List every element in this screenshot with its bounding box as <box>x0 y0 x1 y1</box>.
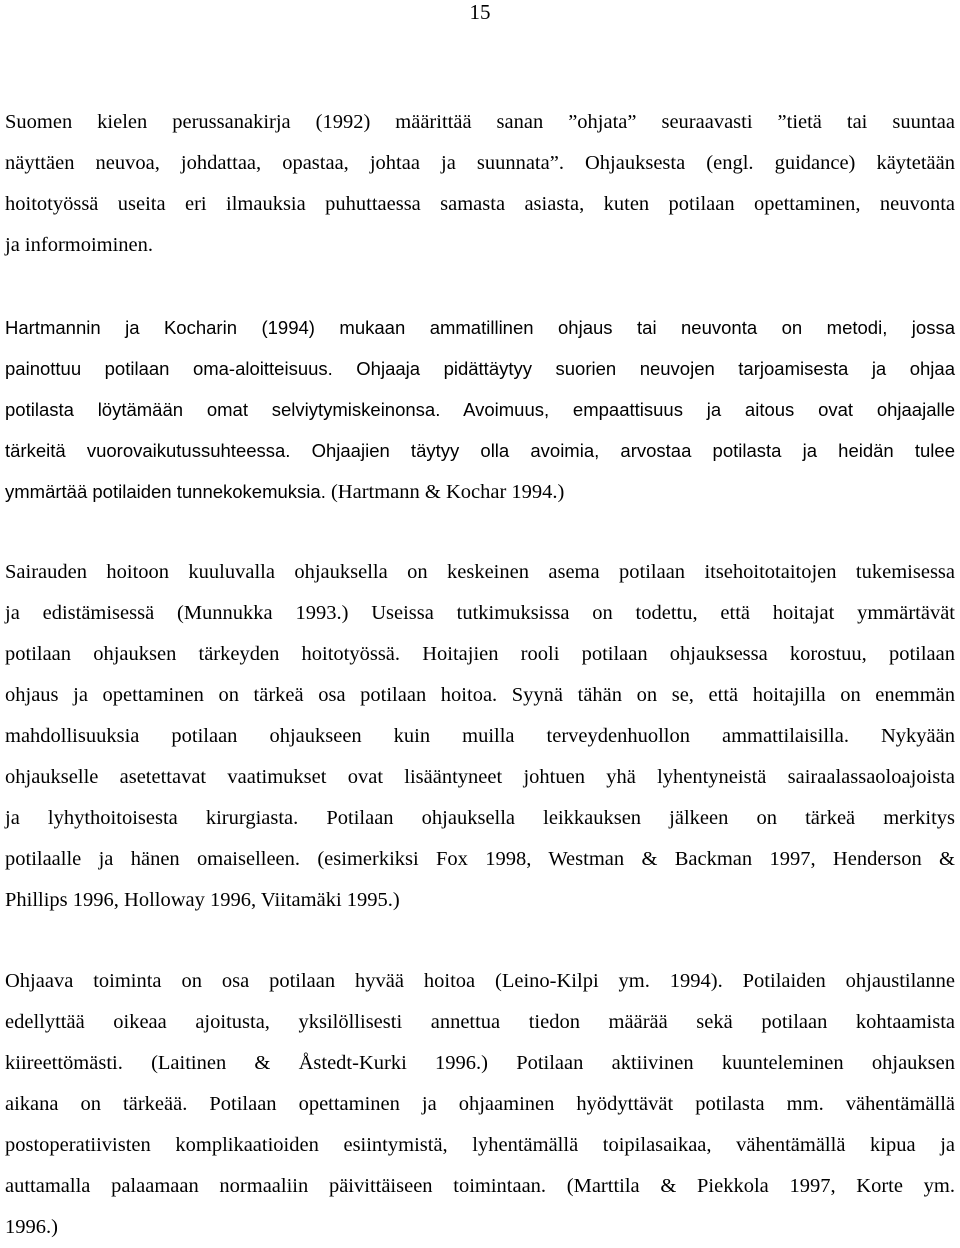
text-line <box>5 348 955 389</box>
text-line <box>5 102 955 143</box>
text-line <box>5 634 955 675</box>
text-line <box>5 798 955 839</box>
text-segment: Ohjaaja pidättäytyy suorien neuvojen tarjoamisesta ja ohjaa <box>356 358 955 379</box>
text-segment: potilasta löytämään omat selviytymiskeinonsa. Avoimuus, empaattisuus ja aitous ovat ohjaajalle <box>5 399 955 420</box>
text-segment: auttamalla palaamaan normaaliin päivittäiseen toimintaan. (Marttila & Piekkola 1997, Korte ym. <box>5 1175 955 1197</box>
text-line <box>5 757 955 798</box>
text-line <box>5 471 955 512</box>
text-line <box>5 1166 955 1207</box>
text-segment: Sairauden hoitoon kuuluvalla ohjauksella on keskeinen asema potilaan itsehoitotaitojen tukemisessa <box>5 561 955 583</box>
text-line <box>5 1125 955 1166</box>
text-line <box>5 143 955 184</box>
text-line <box>5 675 955 716</box>
text-segment: 1996.) <box>5 1216 58 1238</box>
text-segment: ohjaus ja opettaminen on tärkeä osa potilaan hoitoa. Syynä tähän on se, että hoitajilla on enemmän <box>5 684 955 706</box>
text-segment: aikana on tärkeää. Potilaan opettaminen ja ohjaaminen hyödyttävät potilasta mm. vähentämällä <box>5 1093 955 1115</box>
text-line <box>5 307 955 348</box>
text-segment: postoperatiivisten komplikaatioiden esiintymistä, lyhentämällä toipilasaikaa, vähentämällä kipua ja <box>5 1134 955 1156</box>
text-segment: Hartmannin ja Kocharin (1994) mukaan ammatillinen ohjaus tai neuvonta on metodi, jossa <box>5 317 955 338</box>
text-segment: ja lyhythoitoisesta kirurgiasta. Potilaan ohjauksella leikkauksen jälkeen on tärkeä merkitys <box>5 807 955 829</box>
text-segment: potilaalle ja hänen omaiselleen. (esimerkiksi Fox 1998, Westman & Backman 1997, Henderson & <box>5 848 955 870</box>
text-segment: ja informoiminen. <box>5 234 154 256</box>
text-segment: näyttäen neuvoa, johdattaa, opastaa, johtaa ja suunnata”. Ohjauksesta (engl. guidance) käytetään <box>5 152 955 174</box>
text-segment: kiireettömästi. (Laitinen & Åstedt-Kurki 1996.) Potilaan aktiivinen kuunteleminen ohjauksen <box>5 1052 955 1074</box>
paragraph-hartmann <box>5 307 955 512</box>
text-line <box>5 1002 955 1043</box>
paragraph-ohjaava-toiminta <box>5 961 955 1248</box>
text-segment: Ohjaava toiminta on osa potilaan hyvää hoitoa (Leino-Kilpi ym. 1994). Potilaiden ohjaustilanne <box>5 970 955 992</box>
text-segment: potilaan ohjauksen tärkeyden hoitotyössä. Hoitajien rooli potilaan ohjauksessa korostuu, potilaan <box>5 643 955 665</box>
text-line <box>5 552 955 593</box>
text-line <box>5 1084 955 1125</box>
text-line <box>5 430 955 471</box>
text-segment: mahdollisuuksia potilaan ohjaukseen kuin muilla terveydenhuollon ammattilaisilla. Nykyään <box>5 725 955 747</box>
paragraph-definition <box>5 102 955 266</box>
text-line <box>5 1207 955 1248</box>
text-segment: Phillips 1996, Holloway 1996, Viitamäki 1995.) <box>5 889 400 911</box>
text-segment: tärkeitä vuorovaikutussuhteessa. Ohjaajien täytyy olla avoimia, arvostaa potilasta ja heidän tulee <box>5 440 955 461</box>
paragraph-sairauden-hoito <box>5 552 955 921</box>
text-segment: painottuu potilaan oma-aloitteisuus. <box>5 358 357 379</box>
text-segment: Suomen kielen perussanakirja (1992) määrittää sanan ”ohjata” seuraavasti ”tietä tai suuntaa <box>5 111 955 133</box>
text-segment: ja edistämisessä (Munnukka 1993.) Useissa tutkimuksissa on todettu, että hoitajat ymmärtävät <box>5 602 955 624</box>
text-segment: (Hartmann & Kochar 1994.) <box>330 481 565 503</box>
text-line <box>5 593 955 634</box>
text-line <box>5 839 955 880</box>
text-segment: ohjaukselle asetettavat vaatimukset ovat lisääntyneet johtuen yhä lyhentyneistä sairaalassaoloajoista <box>5 766 955 788</box>
text-segment: ymmärtää potilaiden tunnekokemuksia. <box>5 481 331 502</box>
text-line <box>5 880 955 921</box>
text-line <box>5 184 955 225</box>
text-line <box>5 225 955 266</box>
text-segment: edellyttää oikeaa ajoitusta, yksilöllisesti annettua tiedon määrää sekä potilaan kohtaamista <box>5 1011 955 1033</box>
text-line <box>5 716 955 757</box>
text-segment: hoitotyössä useita eri ilmauksia puhuttaessa samasta asiasta, kuten potilaan opettaminen, neuvonta <box>5 193 955 215</box>
text-line <box>5 1043 955 1084</box>
text-line <box>5 389 955 430</box>
page-number: 15 <box>469 0 491 24</box>
body-text <box>5 102 955 1248</box>
text-line <box>5 961 955 1002</box>
